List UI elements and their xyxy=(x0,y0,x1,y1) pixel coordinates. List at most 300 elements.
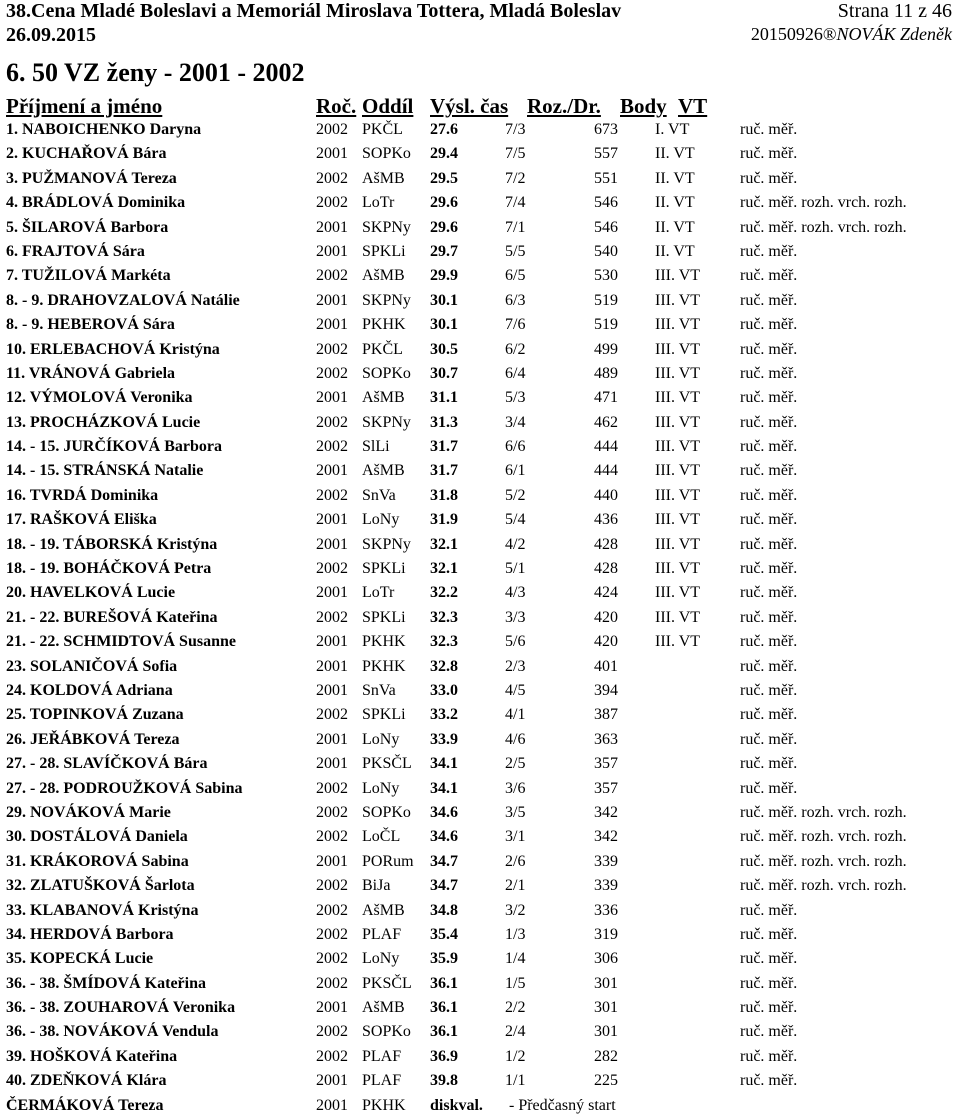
result-time: 34.6 xyxy=(430,828,458,846)
heat-lane: 5/5 xyxy=(505,242,526,260)
result-time: 33.9 xyxy=(430,730,458,748)
birth-year: 2002 xyxy=(316,877,348,895)
table-row xyxy=(0,459,960,483)
timing-note: ruč. měř. xyxy=(740,779,798,797)
document-author: NOVÁK Zdeněk xyxy=(836,24,952,44)
club-code: PKHK xyxy=(362,633,406,651)
athlete-name: 17. RAŠKOVÁ Eliška xyxy=(6,511,157,529)
disqualified-year: 2001 xyxy=(316,1097,348,1114)
athlete-name: 8. - 9. DRAHOVZALOVÁ Natálie xyxy=(6,291,240,309)
club-code: PKHK xyxy=(362,316,406,334)
athlete-name: 1. NABOICHENKO Daryna xyxy=(6,121,202,138)
table-row xyxy=(0,508,960,532)
athlete-name: 10. ERLEBACHOVÁ Kristýna xyxy=(6,340,220,358)
table-row xyxy=(0,264,960,288)
disqualified-name: ČERMÁKOVÁ Tereza xyxy=(6,1097,164,1114)
result-time: 31.7 xyxy=(430,438,458,456)
points: 499 xyxy=(594,340,618,358)
heat-lane: 2/5 xyxy=(505,755,526,773)
athlete-name: 14. - 15. JURČÍKOVÁ Barbora xyxy=(6,438,222,456)
athlete-name: 31. KRÁKOROVÁ Sabina xyxy=(6,852,189,870)
birth-year: 2001 xyxy=(316,999,348,1017)
club-code: SOPKo xyxy=(362,1023,411,1041)
timing-note: ruč. měř. xyxy=(740,1023,798,1041)
result-time: 30.1 xyxy=(430,316,458,334)
birth-year: 2001 xyxy=(316,462,348,480)
heat-lane: 1/1 xyxy=(505,1072,526,1090)
meet-title: 38.Cena Mladé Boleslavi a Memoriál Miroslava Tottera, Mladá Boleslav xyxy=(6,0,622,22)
athlete-name: 21. - 22. BUREŠOVÁ Kateřina xyxy=(6,608,218,626)
table-row xyxy=(0,972,960,996)
result-time: 29.6 xyxy=(430,218,458,236)
points: 519 xyxy=(594,291,618,309)
timing-note: ruč. měř. xyxy=(740,755,798,773)
table-row xyxy=(0,655,960,679)
result-time: 27.6 xyxy=(430,121,458,138)
timing-note: ruč. měř. xyxy=(740,364,798,382)
points: 444 xyxy=(594,438,618,456)
athlete-name: 25. TOPINKOVÁ Zuzana xyxy=(6,706,184,724)
athlete-name: 11. VRÁNOVÁ Gabriela xyxy=(6,364,176,382)
timing-note: ruč. měř. rozh. vrch. rozh. xyxy=(740,218,907,236)
disqualified-reason: - Předčasný start xyxy=(509,1097,616,1114)
club-code: SKPNy xyxy=(362,291,411,309)
club-code: SKPNy xyxy=(362,413,411,431)
birth-year: 2002 xyxy=(316,194,348,212)
table-row xyxy=(0,606,960,630)
result-time: 35.4 xyxy=(430,925,458,943)
athlete-name: 36. - 38. ZOUHAROVÁ Veronika xyxy=(6,999,236,1017)
column-header-performance-class: VT xyxy=(678,94,708,118)
heat-lane: 6/5 xyxy=(505,267,526,285)
performance-class: III. VT xyxy=(655,340,701,358)
timing-note: ruč. měř. xyxy=(740,291,798,309)
club-code: SOPKo xyxy=(362,803,411,821)
result-time: 31.3 xyxy=(430,413,458,431)
timing-note: ruč. měř. xyxy=(740,413,798,431)
timing-note: ruč. měř. xyxy=(740,267,798,285)
table-row xyxy=(0,1045,960,1069)
club-code: PLAF xyxy=(362,1072,402,1090)
points: 301 xyxy=(594,974,618,992)
performance-class: III. VT xyxy=(655,584,701,602)
table-row xyxy=(0,703,960,727)
performance-class: II. VT xyxy=(655,194,695,212)
table-row xyxy=(0,996,960,1020)
club-code: LoNy xyxy=(362,511,400,529)
club-code: SlLi xyxy=(362,438,390,456)
club-code: AšMB xyxy=(362,901,405,919)
result-time: 31.8 xyxy=(430,486,458,504)
birth-year: 2001 xyxy=(316,730,348,748)
athlete-name: 3. PUŽMANOVÁ Tereza xyxy=(6,169,177,187)
timing-note: ruč. měř. xyxy=(740,925,798,943)
athlete-name: 29. NOVÁKOVÁ Marie xyxy=(6,803,171,821)
club-code: SKPNy xyxy=(362,535,411,553)
birth-year: 2002 xyxy=(316,974,348,992)
heat-lane: 6/6 xyxy=(505,438,526,456)
table-row xyxy=(0,850,960,874)
points: 546 xyxy=(594,194,618,212)
heat-lane: 7/3 xyxy=(505,121,526,138)
table-row xyxy=(0,167,960,191)
athlete-name: 32. ZLATUŠKOVÁ Šarlota xyxy=(6,877,195,895)
birth-year: 2002 xyxy=(316,828,348,846)
timing-note: ruč. měř. rozh. vrch. rozh. xyxy=(740,877,907,895)
birth-year: 2001 xyxy=(316,657,348,675)
result-time: 32.8 xyxy=(430,657,458,675)
table-row xyxy=(0,947,960,971)
result-time: 29.5 xyxy=(430,169,458,187)
heat-lane: 5/6 xyxy=(505,633,526,651)
points: 357 xyxy=(594,779,618,797)
table-row xyxy=(0,1069,960,1093)
athlete-name: 26. JEŘÁBKOVÁ Tereza xyxy=(6,730,180,748)
table-row xyxy=(0,216,960,240)
club-code: LoNy xyxy=(362,950,400,968)
points: 342 xyxy=(594,803,618,821)
performance-class: I. VT xyxy=(655,121,690,138)
timing-note: ruč. měř. xyxy=(740,535,798,553)
result-time: 36.1 xyxy=(430,1023,458,1041)
table-row xyxy=(0,801,960,825)
heat-lane: 3/6 xyxy=(505,779,526,797)
result-time: 32.1 xyxy=(430,560,458,578)
table-row xyxy=(0,825,960,849)
club-code: PKČL xyxy=(362,121,403,138)
result-time: 29.6 xyxy=(430,194,458,212)
birth-year: 2002 xyxy=(316,1023,348,1041)
result-time: 36.1 xyxy=(430,999,458,1017)
heat-lane: 4/2 xyxy=(505,535,526,553)
table-row xyxy=(0,581,960,605)
points: 420 xyxy=(594,608,618,626)
points: 357 xyxy=(594,755,618,773)
points: 342 xyxy=(594,828,618,846)
birth-year: 2001 xyxy=(316,511,348,529)
table-row xyxy=(0,386,960,410)
result-time: 33.0 xyxy=(430,681,458,699)
results-table xyxy=(0,118,960,1094)
heat-lane: 3/2 xyxy=(505,901,526,919)
points: 420 xyxy=(594,633,618,651)
result-time: 34.7 xyxy=(430,852,458,870)
performance-class: II. VT xyxy=(655,218,695,236)
timing-note: ruč. měř. xyxy=(740,999,798,1017)
birth-year: 2001 xyxy=(316,535,348,553)
birth-year: 2001 xyxy=(316,389,348,407)
club-code: AšMB xyxy=(362,999,405,1017)
birth-year: 2001 xyxy=(316,633,348,651)
result-time: 31.9 xyxy=(430,511,458,529)
birth-year: 2001 xyxy=(316,1072,348,1090)
performance-class: III. VT xyxy=(655,389,701,407)
birth-year: 2002 xyxy=(316,413,348,431)
performance-class: III. VT xyxy=(655,486,701,504)
column-header-time: Výsl. čas xyxy=(430,94,509,118)
document-code xyxy=(751,24,952,45)
result-time: 29.4 xyxy=(430,145,458,163)
club-code: AšMB xyxy=(362,267,405,285)
performance-class: III. VT xyxy=(655,511,701,529)
meet-date: 26.09.2015 xyxy=(6,24,96,46)
athlete-name: 35. KOPECKÁ Lucie xyxy=(6,950,154,968)
timing-note: ruč. měř. xyxy=(740,584,798,602)
athlete-name: 39. HOŠKOVÁ Kateřina xyxy=(6,1047,178,1065)
athlete-name: 12. VÝMOLOVÁ Veronika xyxy=(6,389,193,407)
club-code: PKHK xyxy=(362,657,406,675)
club-code: SKPNy xyxy=(362,218,411,236)
performance-class: III. VT xyxy=(655,462,701,480)
athlete-name: 20. HAVELKOVÁ Lucie xyxy=(6,584,176,602)
timing-note: ruč. měř. xyxy=(740,608,798,626)
birth-year: 2002 xyxy=(316,364,348,382)
club-code: SPKLi xyxy=(362,242,406,260)
result-time: 32.3 xyxy=(430,633,458,651)
timing-note: ruč. měř. xyxy=(740,340,798,358)
table-row xyxy=(0,240,960,264)
birth-year: 2001 xyxy=(316,218,348,236)
timing-note: ruč. měř. rozh. vrch. rozh. xyxy=(740,828,907,846)
points: 336 xyxy=(594,901,618,919)
performance-class: II. VT xyxy=(655,145,695,163)
birth-year: 2002 xyxy=(316,779,348,797)
table-row xyxy=(0,484,960,508)
points: 394 xyxy=(594,681,618,699)
birth-year: 2002 xyxy=(316,803,348,821)
club-code: SPKLi xyxy=(362,608,406,626)
birth-year: 2001 xyxy=(316,681,348,699)
athlete-name: 18. - 19. TÁBORSKÁ Kristýna xyxy=(6,535,218,553)
timing-note: ruč. měř. xyxy=(740,1047,798,1065)
points: 363 xyxy=(594,730,618,748)
column-header-heat-lane: Roz./Dr. xyxy=(527,94,601,118)
heat-lane: 6/1 xyxy=(505,462,526,480)
result-time: 34.1 xyxy=(430,779,458,797)
points: 428 xyxy=(594,560,618,578)
timing-note: ruč. měř. xyxy=(740,681,798,699)
points: 471 xyxy=(594,389,618,407)
birth-year: 2002 xyxy=(316,608,348,626)
table-row xyxy=(0,557,960,581)
club-code: SPKLi xyxy=(362,706,406,724)
club-code: BiJa xyxy=(362,877,391,895)
heat-lane: 5/1 xyxy=(505,560,526,578)
heat-lane: 5/2 xyxy=(505,486,526,504)
points: 540 xyxy=(594,242,618,260)
result-time: 36.9 xyxy=(430,1047,458,1065)
points: 440 xyxy=(594,486,618,504)
points: 339 xyxy=(594,877,618,895)
heat-lane: 1/3 xyxy=(505,925,526,943)
club-code: PORum xyxy=(362,852,414,870)
table-row xyxy=(0,728,960,752)
heat-lane: 6/2 xyxy=(505,340,526,358)
timing-note: ruč. měř. xyxy=(740,1072,798,1090)
timing-note: ruč. měř. xyxy=(740,389,798,407)
heat-lane: 4/6 xyxy=(505,730,526,748)
club-code: PKSČL xyxy=(362,974,412,992)
athlete-name: 24. KOLDOVÁ Adriana xyxy=(6,681,173,699)
performance-class: II. VT xyxy=(655,169,695,187)
timing-note: ruč. měř. rozh. vrch. rozh. xyxy=(740,852,907,870)
result-time: 32.3 xyxy=(430,608,458,626)
athlete-name: 36. - 38. ŠMÍDOVÁ Kateřina xyxy=(6,974,206,992)
table-row xyxy=(0,679,960,703)
result-time: 30.5 xyxy=(430,340,458,358)
table-row xyxy=(0,899,960,923)
points: 306 xyxy=(594,950,618,968)
athlete-name: 14. - 15. STRÁNSKÁ Natalie xyxy=(6,462,204,480)
heat-lane: 7/4 xyxy=(505,194,526,212)
heat-lane: 3/3 xyxy=(505,608,526,626)
table-row xyxy=(0,289,960,313)
column-header-points: Body xyxy=(620,94,667,118)
points: 444 xyxy=(594,462,618,480)
points: 301 xyxy=(594,1023,618,1041)
performance-class: III. VT xyxy=(655,560,701,578)
result-time: 32.2 xyxy=(430,584,458,602)
performance-class: III. VT xyxy=(655,535,701,553)
club-code: PKČL xyxy=(362,340,403,358)
result-time: 32.1 xyxy=(430,535,458,553)
athlete-name: 18. - 19. BOHÁČKOVÁ Petra xyxy=(6,560,212,578)
heat-lane: 3/4 xyxy=(505,413,526,431)
points: 519 xyxy=(594,316,618,334)
heat-lane: 6/3 xyxy=(505,291,526,309)
heat-lane: 7/2 xyxy=(505,169,526,187)
points: 489 xyxy=(594,364,618,382)
performance-class: III. VT xyxy=(655,438,701,456)
heat-lane: 2/2 xyxy=(505,999,526,1017)
athlete-name: 27. - 28. SLAVÍČKOVÁ Bára xyxy=(6,755,208,773)
performance-class: III. VT xyxy=(655,413,701,431)
table-row xyxy=(0,118,960,142)
birth-year: 2002 xyxy=(316,121,348,138)
points: 530 xyxy=(594,267,618,285)
timing-note: ruč. měř. xyxy=(740,242,798,260)
table-row xyxy=(0,411,960,435)
points: 319 xyxy=(594,925,618,943)
result-time: 33.2 xyxy=(430,706,458,724)
result-time: 34.1 xyxy=(430,755,458,773)
club-code: LoNy xyxy=(362,779,400,797)
points: 282 xyxy=(594,1047,618,1065)
club-code: LoČL xyxy=(362,828,401,846)
athlete-name: 6. FRAJTOVÁ Sára xyxy=(6,242,145,260)
birth-year: 2002 xyxy=(316,925,348,943)
birth-year: 2002 xyxy=(316,340,348,358)
points: 557 xyxy=(594,145,618,163)
disqualified-status: diskval. xyxy=(430,1097,483,1114)
table-row xyxy=(0,362,960,386)
timing-note: ruč. měř. rozh. vrch. rozh. xyxy=(740,803,907,821)
points: 462 xyxy=(594,413,618,431)
club-code: AšMB xyxy=(362,462,405,480)
heat-lane: 3/1 xyxy=(505,828,526,846)
result-time: 29.7 xyxy=(430,242,458,260)
club-code: LoTr xyxy=(362,194,395,212)
club-code: SPKLi xyxy=(362,560,406,578)
table-row xyxy=(0,874,960,898)
heat-lane: 4/3 xyxy=(505,584,526,602)
result-time: 36.1 xyxy=(430,974,458,992)
heat-lane: 7/5 xyxy=(505,145,526,163)
performance-class: III. VT xyxy=(655,364,701,382)
timing-note: ruč. měř. xyxy=(740,974,798,992)
points: 546 xyxy=(594,218,618,236)
birth-year: 2002 xyxy=(316,1047,348,1065)
heat-lane: 2/3 xyxy=(505,657,526,675)
document-code-id: 20150926® xyxy=(750,24,837,44)
timing-note: ruč. měř. xyxy=(740,730,798,748)
points: 551 xyxy=(594,169,618,187)
birth-year: 2002 xyxy=(316,706,348,724)
athlete-name: 4. BRÁDLOVÁ Dominika xyxy=(6,194,186,212)
birth-year: 2002 xyxy=(316,169,348,187)
result-time: 39.8 xyxy=(430,1072,458,1090)
performance-class: III. VT xyxy=(655,316,701,334)
heat-lane: 2/1 xyxy=(505,877,526,895)
athlete-name: 27. - 28. PODROUŽKOVÁ Sabina xyxy=(6,779,243,797)
club-code: AšMB xyxy=(362,169,405,187)
timing-note: ruč. měř. xyxy=(740,901,798,919)
heat-lane: 7/6 xyxy=(505,316,526,334)
points: 387 xyxy=(594,706,618,724)
timing-note: ruč. měř. xyxy=(740,121,798,138)
table-row xyxy=(0,1020,960,1044)
athlete-name: 23. SOLANIČOVÁ Sofia xyxy=(6,657,178,675)
birth-year: 2001 xyxy=(316,291,348,309)
page-number: Strana 11 z 46 xyxy=(837,0,952,22)
table-row xyxy=(0,313,960,337)
heat-lane: 7/1 xyxy=(505,218,526,236)
birth-year: 2002 xyxy=(316,267,348,285)
club-code: LoTr xyxy=(362,584,395,602)
performance-class: III. VT xyxy=(655,608,701,626)
athlete-name: 16. TVRDÁ Dominika xyxy=(6,486,159,504)
points: 436 xyxy=(594,511,618,529)
table-row xyxy=(0,777,960,801)
disqualified-club: PKHK xyxy=(362,1097,406,1114)
result-time: 31.1 xyxy=(430,389,458,407)
heat-lane: 5/3 xyxy=(505,389,526,407)
club-code: SOPKo xyxy=(362,145,411,163)
birth-year: 2002 xyxy=(316,560,348,578)
heat-lane: 6/4 xyxy=(505,364,526,382)
club-code: PKSČL xyxy=(362,755,412,773)
club-code: SnVa xyxy=(362,681,396,699)
athlete-name: 36. - 38. NOVÁKOVÁ Vendula xyxy=(6,1023,219,1041)
birth-year: 2002 xyxy=(316,950,348,968)
birth-year: 2001 xyxy=(316,242,348,260)
result-time: 34.7 xyxy=(430,877,458,895)
table-row xyxy=(0,752,960,776)
heat-lane: 4/1 xyxy=(505,706,526,724)
birth-year: 2002 xyxy=(316,438,348,456)
table-row xyxy=(0,142,960,166)
table-row xyxy=(0,923,960,947)
table-row xyxy=(0,435,960,459)
heat-lane: 1/2 xyxy=(505,1047,526,1065)
column-header-year: Roč. xyxy=(316,94,357,118)
timing-note: ruč. měř. xyxy=(740,169,798,187)
athlete-name: 33. KLABANOVÁ Kristýna xyxy=(6,901,199,919)
points: 428 xyxy=(594,535,618,553)
heat-lane: 2/4 xyxy=(505,1023,526,1041)
club-code: LoNy xyxy=(362,730,400,748)
points: 301 xyxy=(594,999,618,1017)
